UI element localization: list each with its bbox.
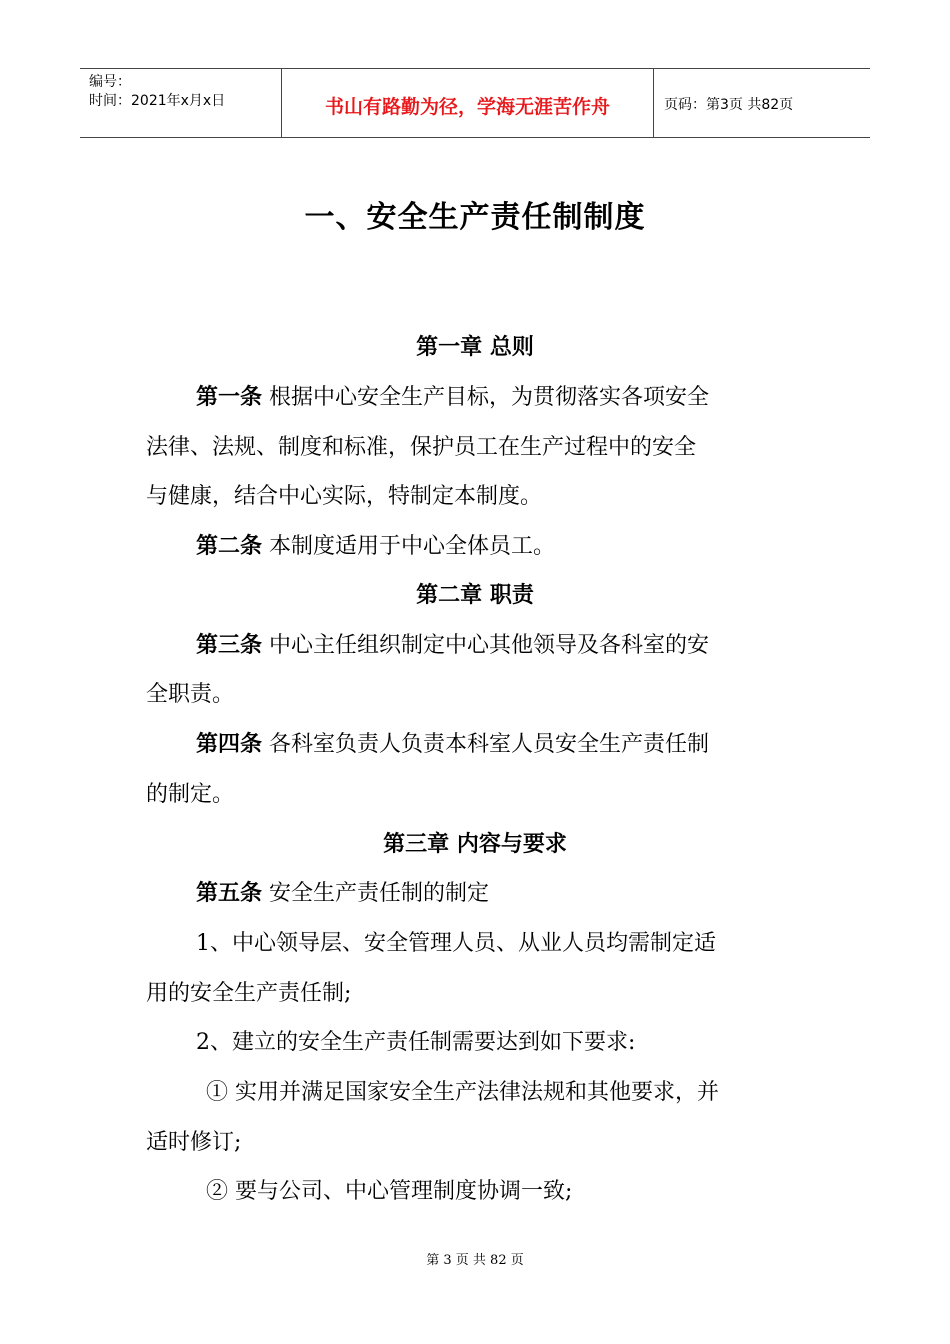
article-4-label: 第四条 (196, 732, 263, 757)
item-1-line-2: 用的安全生产责任制; (146, 981, 352, 1006)
document-title: 一、安全生产责任制制度 (304, 200, 646, 235)
item-1-line-1: 1、中心领导层、安全管理人员、从业人员均需制定适 (196, 931, 716, 956)
chapter-3-title: 第三章 内容与要求 (383, 832, 567, 857)
time-label: 时间：2021年x月x日 (89, 93, 226, 109)
article-1-line-2: 法律、法规、制度和标准，保护员工在生产过程中的安全 (146, 435, 697, 460)
item-2: 2、建立的安全生产责任制需要达到如下要求: (196, 1030, 636, 1055)
sub-item-1-line-2: 适时修订; (146, 1130, 242, 1155)
sub-item-2: ② 要与公司、中心管理制度协调一致; (206, 1179, 573, 1204)
number-label: 编号： (89, 74, 131, 90)
article-1-line-3: 与健康，结合中心实际，特制定本制度。 (146, 484, 543, 509)
article-5 (196, 876, 489, 907)
article-5-label: 第五条 (196, 881, 263, 906)
page-footer: 第 3 页 共 82 页 (426, 1253, 524, 1268)
chapter-2-title: 第二章 职责 (416, 583, 534, 608)
article-3-text: 中心主任组织制定中心其他领导及各科室的安 (269, 633, 710, 658)
article-2 (196, 529, 555, 560)
article-1-line-1 (196, 380, 709, 411)
article-4-line-1 (196, 727, 709, 758)
article-2-text: 本制度适用于中心全体员工。 (269, 534, 556, 559)
article-2-label: 第二条 (196, 534, 263, 559)
article-1-text: 根据中心安全生产目标，为贯彻落实各项安全 (269, 385, 710, 410)
article-3-label: 第三条 (196, 633, 263, 658)
article-3-line-2: 全职责。 (146, 682, 235, 707)
sub-item-1-line-1: ① 实用并满足国家安全生产法律法规和其他要求，并 (206, 1080, 719, 1105)
chapter-1-title: 第一章 总则 (416, 335, 534, 360)
article-4-line-2: 的制定。 (146, 782, 235, 807)
article-5-text: 安全生产责任制的制定 (269, 881, 490, 906)
header-page-info: 页码：第3页 共82页 (664, 97, 794, 113)
header-meta (80, 69, 281, 137)
article-4-text: 各科室负责人负责本科室人员安全生产责任制 (269, 732, 710, 757)
article-3-line-1 (196, 628, 709, 659)
page-header (80, 68, 870, 138)
header-motto: 书山有路勤为径，学海无涯苦作舟 (281, 69, 654, 137)
article-1-label: 第一条 (196, 385, 263, 410)
